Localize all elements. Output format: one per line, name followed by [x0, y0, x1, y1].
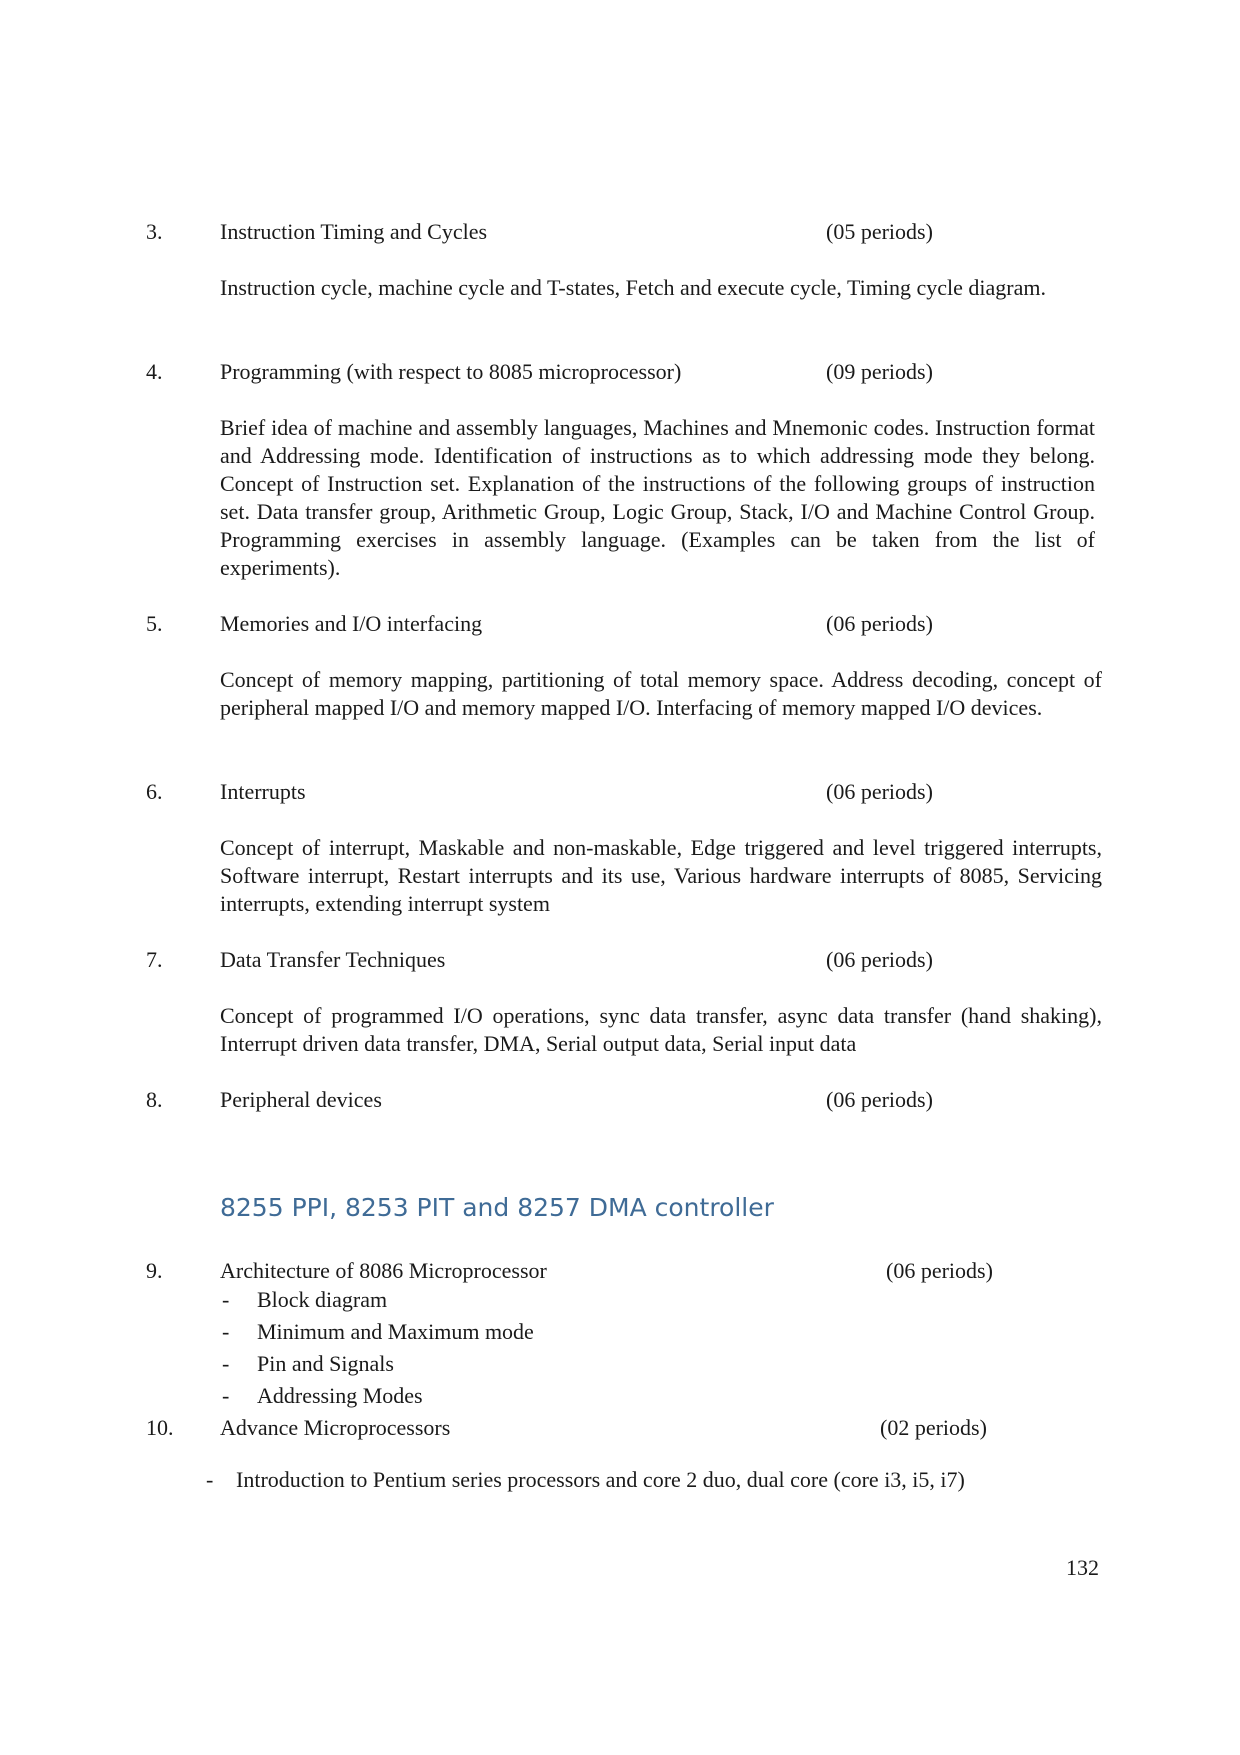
section-5-description: Concept of memory mapping, partitioning of total memory space. Address decoding, concept of peripheral mapped I/O and memory mapped I/O. Interfacing of memory mapped I/O devices. [220, 667, 1102, 720]
section-8-subheading: 8255 PPI, 8253 PIT and 8257 DMA controller [220, 1193, 774, 1222]
section-9-periods: (06 periods) [886, 1258, 993, 1283]
section-6-description: Concept of interrupt, Maskable and non-maskable, Edge triggered and level triggered interrupts, Software interrupt, Restart interrupts and its use, Various hardware interrupts of 8085, Servicing interrupts, extending interrupt system [220, 835, 1102, 916]
section-10-bullet: Introduction to Pentium series processors and core 2 duo, dual core (core i3, i5, i7) [236, 1467, 965, 1492]
section-7-description: Concept of programmed I/O operations, sync data transfer, async data transfer (hand shaking), Interrupt driven data transfer, DMA, Serial output data, Serial input data [220, 1003, 1102, 1056]
bullet-marker: - [222, 1319, 230, 1344]
section-5-title: Memories and I/O interfacing [220, 611, 483, 636]
section-9-title: Architecture of 8086 Microprocessor [220, 1258, 547, 1283]
section-3-number: 3. [146, 219, 163, 244]
section-8-number: 8. [146, 1087, 163, 1112]
bullet-marker: - [222, 1287, 230, 1312]
section-8-title: Peripheral devices [220, 1087, 382, 1112]
section-9-bullet: Addressing Modes [257, 1383, 423, 1408]
section-5-number: 5. [146, 611, 163, 636]
section-9-bullet: Minimum and Maximum mode [257, 1319, 534, 1344]
section-8-periods: (06 periods) [826, 1087, 933, 1112]
section-7-title: Data Transfer Techniques [220, 947, 446, 972]
section-9-bullet: Block diagram [257, 1287, 388, 1312]
section-4-description: Brief idea of machine and assembly languages, Machines and Mnemonic codes. Instruction format and Addressing mode. Identification of instructions as to which addressing mode they belong. Concept of Instruction set. Explanation of the instructions of the following groups of instruction set. Data transfer group, Arithmetic Group, Logic Group, Stack, I/O and Machine Control Group. Programming exercises in assembly language. (Examples can be taken from the list of experiments). [220, 415, 1095, 580]
bullet-marker: - [222, 1383, 230, 1408]
section-9-bullet: Pin and Signals [257, 1351, 394, 1376]
section-4-title: Programming (with respect to 8085 microprocessor) [220, 359, 682, 384]
section-9-number: 9. [146, 1258, 163, 1283]
section-3-description: Instruction cycle, machine cycle and T-states, Fetch and execute cycle, Timing cycle diagram. [220, 275, 1046, 300]
bullet-marker: - [206, 1467, 214, 1492]
section-5-periods: (06 periods) [826, 611, 933, 636]
section-6-title: Interrupts [220, 779, 306, 804]
section-6-number: 6. [146, 779, 163, 804]
section-3-periods: (05 periods) [826, 219, 933, 244]
section-3-title: Instruction Timing and Cycles [220, 219, 488, 244]
bullet-marker: - [222, 1351, 230, 1376]
section-4-number: 4. [146, 359, 163, 384]
section-4-periods: (09 periods) [826, 359, 933, 384]
section-10-number: 10. [146, 1415, 174, 1440]
page-number: 132 [1066, 1555, 1099, 1580]
section-7-periods: (06 periods) [826, 947, 933, 972]
section-6-periods: (06 periods) [826, 779, 933, 804]
section-7-number: 7. [146, 947, 163, 972]
section-10-title: Advance Microprocessors [220, 1415, 451, 1440]
section-10-periods: (02 periods) [880, 1415, 987, 1440]
